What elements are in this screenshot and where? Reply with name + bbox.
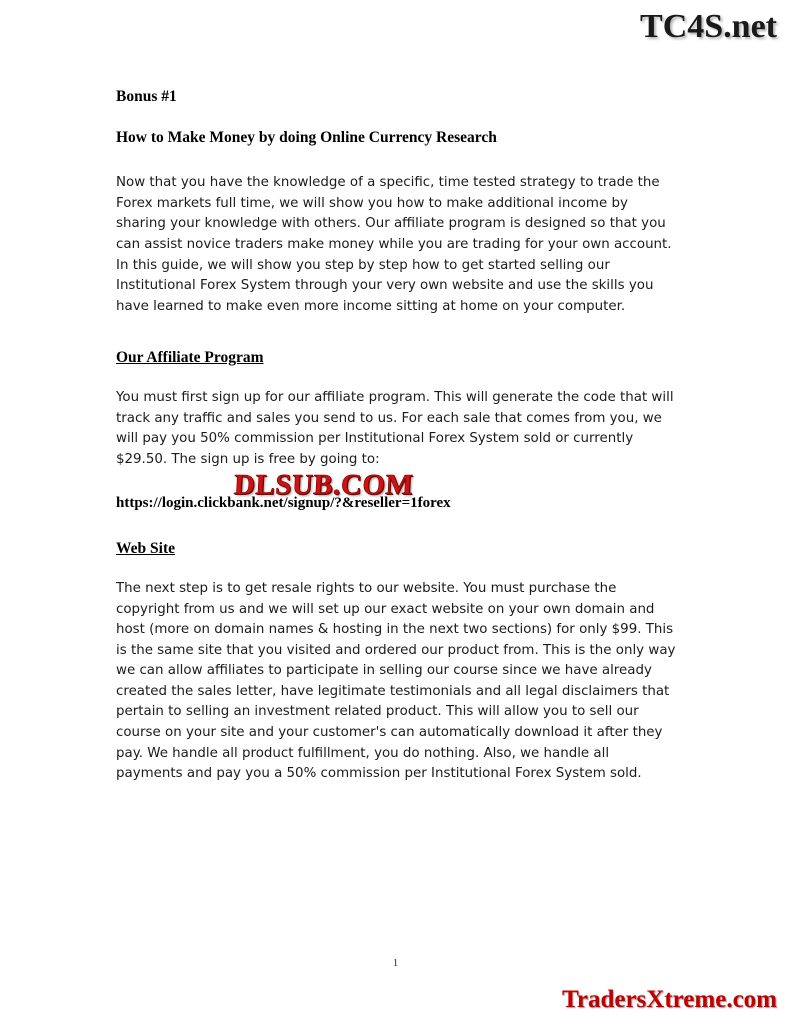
page-title: How to Make Money by doing Online Currency Research (116, 128, 497, 146)
page-number: 1 (392, 957, 399, 969)
section-body-affiliate-program: You must first sign up for our affiliate program. This will generate the code that will track any traffic and sales you send to us. For each sale that comes from you, we will pay you 50% commission per Institutional Forex System sold or currently $29.50. The sign up is free by going to: (116, 389, 674, 467)
signup-link[interactable]: https://login.clickbank.net/signup/?&reseller=1forex (116, 495, 451, 512)
section-heading-web-site: Web Site (116, 540, 175, 558)
section-heading-affiliate-program: Our Affiliate Program (116, 349, 264, 367)
document-content (116, 88, 676, 809)
bonus-label: Bonus #1 (116, 88, 177, 105)
section-body-web-site: The next step is to get resale rights to our website. You must purchase the copyright from us and we will set up our exact website on your own domain and host (more on domain names & hosting in the next two sections) for only $99. This is the same site that you visited and ordered our product from. This is the only way we can allow affiliates to participate in selling our course since we have already created the sales letter, have legitimate testimonials and all legal disclaimers that pertain to selling an investment related product. This will allow you to sell our course on your site and your customer's can automatically download it after they pay. We handle all product fulfillment, you do nothing. Also, we handle all payments and pay you a 50% commission per Institutional Forex System sold. (116, 580, 676, 782)
watermark-top-right: TC4S.net (640, 8, 777, 45)
signup-link-line (116, 469, 676, 512)
intro-paragraph: Now that you have the knowledge of a specific, time tested strategy to trade the Forex markets full time, we will show you how to make additional income by sharing your knowledge with others. Our affiliate program is designed so that you can assist novice traders make money while you are trading for your own account. In this guide, we will show you step by step how to get started selling our Institutional Forex System through your very own website and use the skills you have learned to make even more income sitting at home on your computer. (116, 175, 672, 314)
dlsub-stamp-watermark: DLSUB.COM (233, 469, 415, 502)
watermark-bottom-right: TradersXtreme.com (562, 986, 777, 1013)
